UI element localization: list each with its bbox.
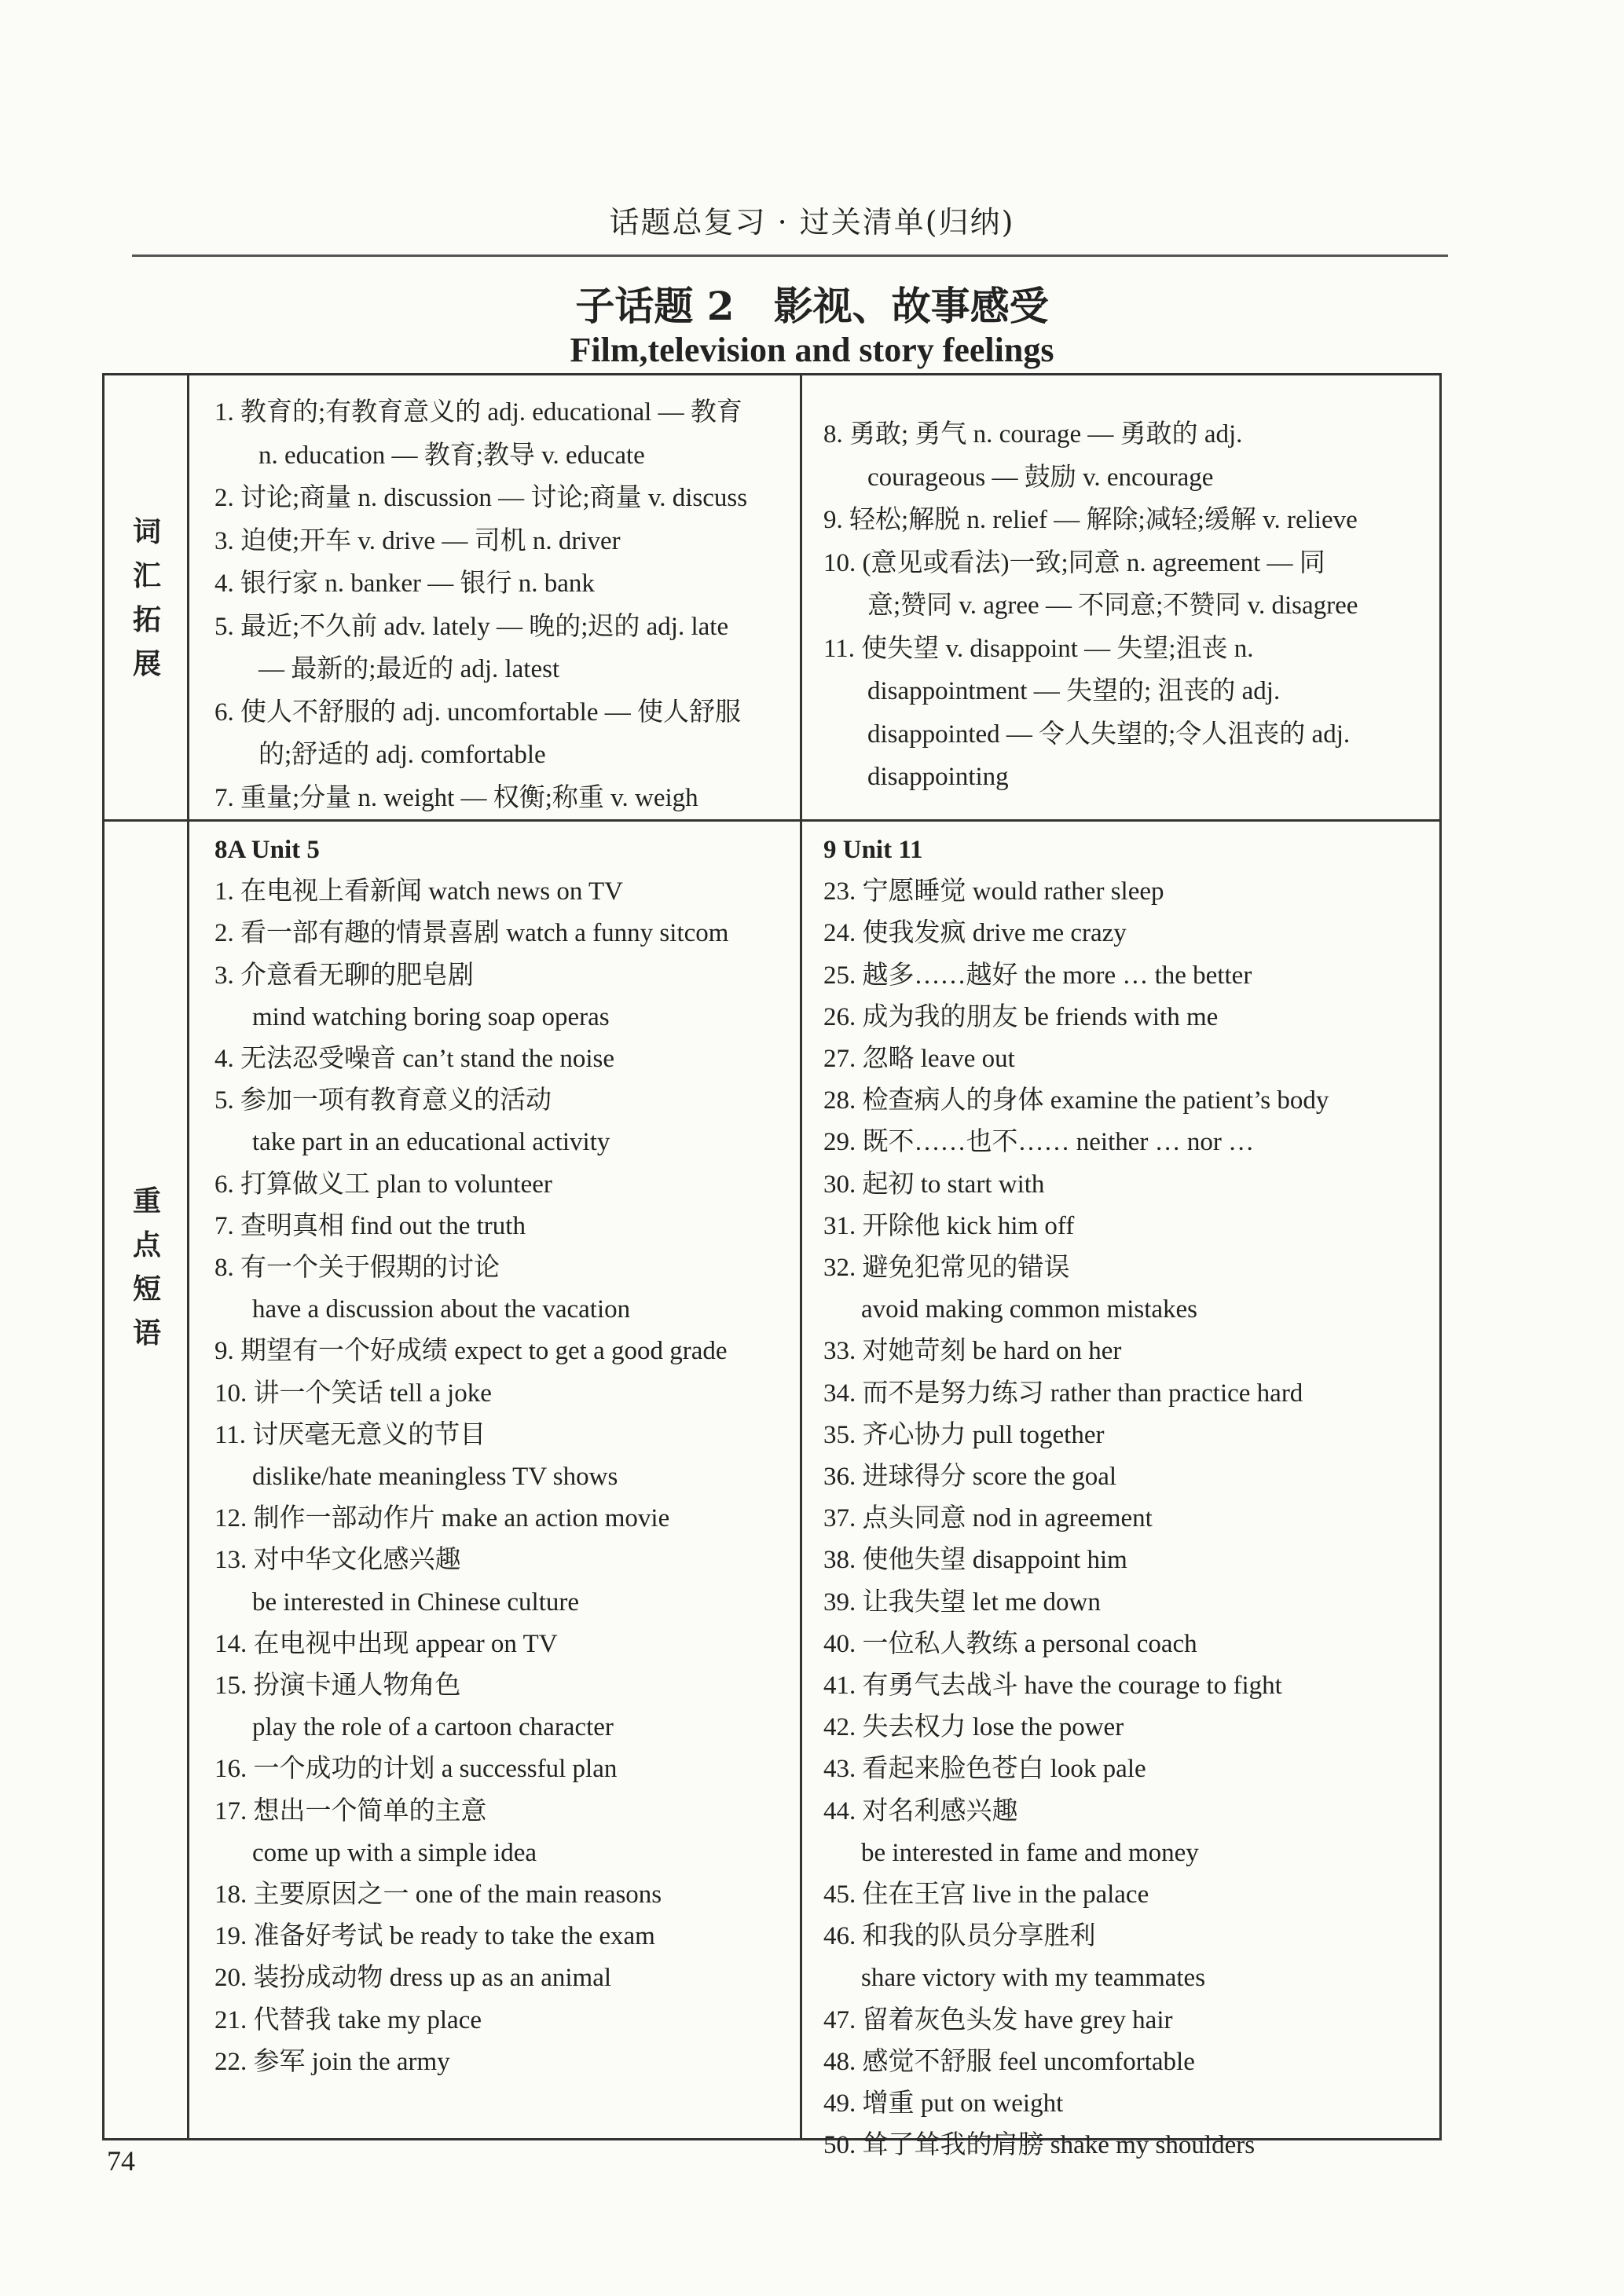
phrase-line: 14. 在电视中出现 appear on TV bbox=[214, 1629, 558, 1658]
phrase-line: 16. 一个成功的计划 a successful plan bbox=[214, 1755, 618, 1784]
phrase-line: 44. 对名利感兴趣 bbox=[823, 1796, 1018, 1825]
vocab-line: 1. 教育的;有教育意义的 adj. educational — 教育 bbox=[214, 398, 742, 427]
phrase-line: 34. 而不是努力练习 rather than practice hard bbox=[823, 1379, 1303, 1408]
vocab-line: 10. (意见或看法)一致;同意 n. agreement — 同 bbox=[823, 548, 1325, 577]
phrase-line: be interested in fame and money bbox=[861, 1838, 1199, 1867]
phrase-line: play the role of a cartoon character bbox=[252, 1713, 614, 1742]
phrase-line: avoid making common mistakes bbox=[861, 1295, 1198, 1324]
running-head: 话题总复习 · 过关清单(归纳) bbox=[609, 205, 1015, 240]
phrase-line: 32. 避免犯常见的错误 bbox=[823, 1254, 1070, 1283]
phrase-line: 6. 打算做义工 plan to volunteer bbox=[214, 1170, 552, 1199]
phrase-line: 24. 使我发疯 drive me crazy bbox=[823, 919, 1127, 948]
unit-heading: 9 Unit 11 bbox=[823, 836, 923, 864]
phrase-line: 38. 使他失望 disappoint him bbox=[823, 1546, 1127, 1575]
vocab-label-char: 拓 bbox=[132, 602, 161, 636]
phrase-line: 13. 对中华文化感兴趣 bbox=[214, 1546, 461, 1575]
phrase-line: 50. 耸了耸我的肩膀 shake my shoulders bbox=[823, 2131, 1256, 2160]
phrase-line: 4. 无法忍受噪音 can’t stand the noise bbox=[214, 1045, 614, 1074]
phrase-line: 36. 进球得分 score the goal bbox=[823, 1463, 1117, 1492]
phrase-line: 20. 装扮成动物 dress up as an animal bbox=[214, 1964, 612, 1993]
vocab-line: disappointed — 令人失望的;令人沮丧的 adj. bbox=[867, 720, 1351, 749]
vocab-line: disappointing bbox=[867, 763, 1009, 791]
vocab-line: 3. 迫使;开车 v. drive — 司机 n. driver bbox=[214, 526, 621, 555]
phrase-line: 12. 制作一部动作片 make an action movie bbox=[214, 1504, 670, 1533]
phrase-line: mind watching boring soap operas bbox=[252, 1002, 610, 1031]
vocab-line: — 最新的;最近的 adj. latest bbox=[258, 655, 560, 683]
vocab-line: disappointment — 失望的; 沮丧的 adj. bbox=[867, 677, 1281, 705]
phrase-line: 10. 讲一个笑话 tell a joke bbox=[214, 1379, 492, 1408]
phrase-line: come up with a simple idea bbox=[252, 1838, 537, 1867]
vocab-left-column bbox=[214, 391, 796, 819]
phrases-label-char: 语 bbox=[132, 1316, 161, 1349]
phrase-line: 23. 宁愿睡觉 would rather sleep bbox=[823, 877, 1164, 906]
phrase-line: 17. 想出一个简单的主意 bbox=[214, 1796, 487, 1825]
section-label-vocab bbox=[104, 375, 189, 819]
phrase-line: share victory with my teammates bbox=[861, 1964, 1206, 1993]
phrase-line: 9. 期望有一个好成绩 expect to get a good grade bbox=[214, 1337, 728, 1366]
phrase-line: 18. 主要原因之一 one of the main reasons bbox=[214, 1880, 662, 1910]
phrase-line: 37. 点头同意 nod in agreement bbox=[823, 1504, 1153, 1533]
phrase-line: 30. 起初 to start with bbox=[823, 1170, 1045, 1199]
phrases-right-column bbox=[823, 829, 1428, 2167]
vocab-line: 意;赞同 v. agree — 不同意;不赞同 v. disagree bbox=[867, 591, 1358, 620]
vocab-line: 2. 讨论;商量 n. discussion — 讨论;商量 v. discuss bbox=[214, 484, 748, 512]
page-number: 74 bbox=[107, 2145, 135, 2177]
phrase-line: 26. 成为我的朋友 be friends with me bbox=[823, 1002, 1219, 1031]
phrase-line: 29. 既不……也不…… neither … nor … bbox=[823, 1128, 1255, 1157]
phrase-line: 33. 对她苛刻 be hard on her bbox=[823, 1337, 1122, 1366]
vocab-table bbox=[102, 373, 1442, 2160]
phrase-line: 42. 失去权力 lose the power bbox=[823, 1713, 1124, 1742]
phrase-line: 22. 参军 join the army bbox=[214, 2047, 450, 2076]
vocab-line: 的;舒适的 adj. comfortable bbox=[258, 741, 546, 769]
phrase-line: 28. 检查病人的身体 examine the patient’s body bbox=[823, 1086, 1329, 1115]
phrase-line: 27. 忽略 leave out bbox=[823, 1045, 1015, 1074]
vocab-line: 5. 最近;不久前 adv. lately — 晚的;迟的 adj. late bbox=[214, 612, 729, 641]
vocab-line: 7. 重量;分量 n. weight — 权衡;称重 v. weigh bbox=[214, 783, 698, 812]
phrase-line: 19. 准备好考试 be ready to take the exam bbox=[214, 1922, 655, 1951]
vocab-line: 4. 银行家 n. banker — 银行 n. bank bbox=[214, 569, 595, 598]
phrase-line: 45. 住在王宫 live in the palace bbox=[823, 1880, 1149, 1910]
vocab-line: 8. 勇敢; 勇气 n. courage — 勇敢的 adj. bbox=[823, 420, 1243, 449]
vocab-label-char: 词 bbox=[132, 514, 161, 548]
phrase-line: 15. 扮演卡通人物角色 bbox=[214, 1672, 461, 1701]
phrase-line: 39. 让我失望 let me down bbox=[823, 1587, 1101, 1617]
vocab-line: 6. 使人不舒服的 adj. uncomfortable — 使人舒服 bbox=[214, 698, 741, 727]
phrase-line: 11. 讨厌毫无意义的节目 bbox=[214, 1420, 486, 1449]
phrase-line: 31. 开除他 kick him off bbox=[823, 1211, 1075, 1240]
phrases-label-char: 点 bbox=[132, 1229, 161, 1262]
phrase-line: 25. 越多……越好 the more … the better bbox=[823, 961, 1252, 990]
vocab-label-char: 展 bbox=[132, 646, 161, 680]
phrase-line: 3. 介意看无聊的肥皂剧 bbox=[214, 961, 474, 990]
phrase-line: take part in an educational activity bbox=[252, 1128, 610, 1157]
phrase-line: be interested in Chinese culture bbox=[252, 1587, 580, 1617]
phrase-line: 41. 有勇气去战斗 have the courage to fight bbox=[823, 1672, 1282, 1701]
phrase-line: 8. 有一个关于假期的讨论 bbox=[214, 1254, 500, 1283]
vocab-label-char: 汇 bbox=[132, 558, 161, 592]
vocab-line: courageous — 鼓励 v. encourage bbox=[867, 463, 1214, 492]
phrase-line: 49. 增重 put on weight bbox=[823, 2089, 1064, 2118]
phrase-line: have a discussion about the vacation bbox=[252, 1295, 631, 1324]
section-label-phrases bbox=[104, 819, 189, 1715]
phrases-label-char: 重 bbox=[132, 1185, 161, 1218]
page-title-en: Film,television and story feelings bbox=[570, 331, 1054, 369]
vocab-right-column bbox=[823, 413, 1428, 799]
phrase-line: 1. 在电视上看新闻 watch news on TV bbox=[214, 877, 624, 906]
phrase-line: 40. 一位私人教练 a personal coach bbox=[823, 1629, 1197, 1658]
page-title-cn: 子话题 2 影视、故事感受 bbox=[575, 283, 1049, 329]
phrase-line: dislike/hate meaningless TV shows bbox=[252, 1463, 618, 1492]
section-divider bbox=[104, 819, 1439, 822]
phrase-line: 43. 看起来脸色苍白 look pale bbox=[823, 1755, 1146, 1784]
phrase-line: 48. 感觉不舒服 feel uncomfortable bbox=[823, 2047, 1195, 2076]
header-rule bbox=[132, 255, 1448, 257]
phrase-line: 21. 代替我 take my place bbox=[214, 2005, 482, 2034]
phrase-line: 5. 参加一项有教育意义的活动 bbox=[214, 1086, 552, 1115]
phrase-line: 7. 查明真相 find out the truth bbox=[214, 1211, 526, 1240]
phrase-line: 47. 留着灰色头发 have grey hair bbox=[823, 2005, 1173, 2034]
phrase-line: 35. 齐心协力 pull together bbox=[823, 1420, 1105, 1449]
phrase-line: 2. 看一部有趣的情景喜剧 watch a funny sitcom bbox=[214, 919, 729, 948]
phrase-line: 46. 和我的队员分享胜利 bbox=[823, 1922, 1096, 1951]
vocab-line: n. education — 教育;教导 v. educate bbox=[258, 441, 645, 470]
phrases-label-char: 短 bbox=[132, 1273, 161, 1305]
center-column-divider bbox=[800, 375, 802, 2138]
phrases-left-column bbox=[214, 829, 796, 2083]
vocab-line: 9. 轻松;解脱 n. relief — 解除;减轻;缓解 v. relieve bbox=[823, 506, 1358, 534]
unit-heading: 8A Unit 5 bbox=[214, 836, 320, 864]
vocab-line: 11. 使失望 v. disappoint — 失望;沮丧 n. bbox=[823, 634, 1254, 663]
